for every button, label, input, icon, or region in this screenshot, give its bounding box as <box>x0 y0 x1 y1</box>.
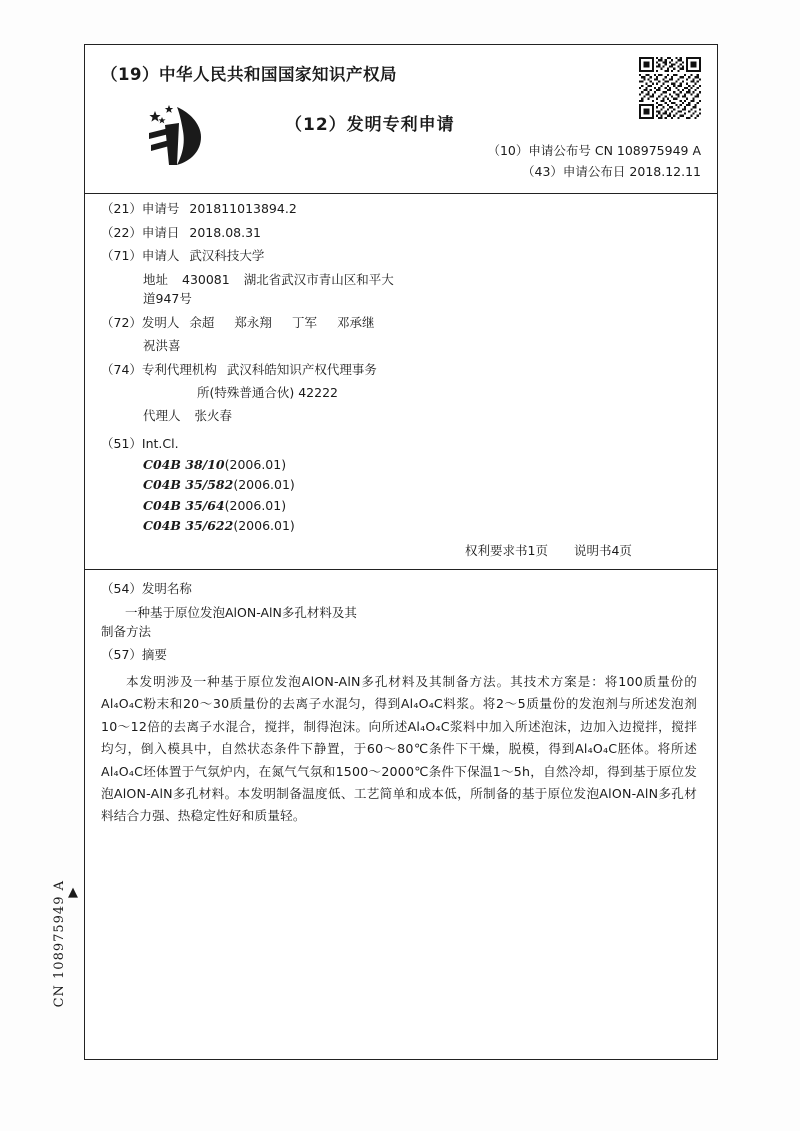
agency-label: 专利代理机构 <box>141 361 217 377</box>
field-inventors <box>101 314 701 330</box>
inventor-name: 余超 <box>189 314 215 330</box>
publication-date <box>522 162 701 180</box>
app-date-value: 2018.08.31 <box>189 224 261 240</box>
address-zip: 430081 <box>182 271 230 287</box>
field-application-number <box>101 203 701 216</box>
ipc-symbol: C04B 35/64 <box>143 497 225 513</box>
address-label: 地址 <box>143 271 169 287</box>
inventor-name: 郑永翔 <box>234 314 272 330</box>
ipc-version: (2006.01) <box>233 477 295 492</box>
claims-page-count: 权利要求书1页 <box>465 543 548 558</box>
abstract-heading <box>101 645 697 663</box>
ipc-label: Int.Cl. <box>141 436 179 451</box>
ipc-symbol: C04B 35/622 <box>143 518 234 533</box>
doc-kind-label: 发明专利申请 <box>346 115 455 135</box>
invention-title-section <box>101 579 701 642</box>
page-title <box>101 604 701 642</box>
abstract-code: （57） <box>101 647 142 662</box>
ipc-code: （51） <box>101 436 142 451</box>
title-heading <box>101 579 701 597</box>
abstract-label: 摘要 <box>141 647 167 662</box>
inventors-label: 发明人 <box>141 314 180 330</box>
qr-code-icon <box>639 57 701 119</box>
inventor-name: 祝洪喜 <box>143 338 181 353</box>
address-line2: 道947号 <box>143 291 192 306</box>
ipc-entry <box>143 456 701 472</box>
app-no-code: （21） <box>101 201 142 216</box>
agency-name-line2-row <box>197 387 701 400</box>
title-code: （54） <box>101 581 142 596</box>
ipc-version: (2006.01) <box>224 456 287 472</box>
inventor-names-row1 <box>189 314 394 330</box>
pub-no-code: （10） <box>487 143 529 158</box>
app-date-code: （22） <box>101 224 142 240</box>
vertical-publication-code: CN 108975949 A <box>52 880 67 1008</box>
agency-name-line2: 所(特殊普通合伙) 42222 <box>197 385 338 400</box>
app-no-value: 201811013894.2 <box>189 201 297 216</box>
applicant-label: 申请人 <box>141 248 180 263</box>
address-line1: 湖北省武汉市青山区和平大 <box>243 271 394 287</box>
publication-number <box>487 141 701 159</box>
field-agent <box>143 407 701 423</box>
document-frame <box>84 44 718 1060</box>
pub-date-code: （43） <box>522 164 563 179</box>
title-line2: 制备方法 <box>101 623 152 639</box>
doc-kind-code: （12） <box>285 115 347 135</box>
title-line1: 一种基于原位发泡AlON-AlN多孔材料及其 <box>125 605 357 620</box>
agent-label: 代理人 <box>143 407 181 423</box>
cnipa-logo-icon <box>143 103 229 169</box>
ipc-version: (2006.01) <box>233 518 295 533</box>
document-kind-heading <box>285 110 455 135</box>
app-no-label: 申请号 <box>141 201 180 216</box>
bibliographic-data <box>101 203 701 541</box>
ipc-entry <box>143 520 701 533</box>
side-arrow-icon: ▲ <box>68 885 78 900</box>
page-counts <box>465 541 654 559</box>
abstract-section <box>101 645 697 828</box>
ipc-entry <box>143 497 701 513</box>
agency-code: （74） <box>101 361 142 377</box>
ipc-entry <box>143 479 701 492</box>
field-ipc <box>101 438 701 451</box>
applicant-code: （71） <box>101 248 142 263</box>
field-application-date <box>101 224 701 240</box>
abstract-text: 本发明涉及一种基于原位发泡AlON-AlN多孔材料及其制备方法。其技术方案是：将100质量份的Al₄O₄C粉末和20～30质量份的去离子水混匀，得到Al₄O₄C料浆。将2～5质量份的发泡剂与所述发泡剂10～12倍的去离子水混合，搅拌，制得泡沫。向所述Al₄O₄C浆料中加入所述泡沫，边加入边搅拌，搅拌均匀，倒入模具中，自然状态条件下静置，于60～80℃条件下干燥，脱模，得到Al₄O₄C胚体。将所述Al₄O₄C坯体置于气氛炉内，在氮气气氛和1500～2000℃条件下保温1～5h，自然冷却，得到基于原位发泡AlON-AlN多孔材料。本发明制备温度低、工艺简单和成本低，所制备的基于原位发泡AlON-AlN多孔材料结合力强、热稳定性好和质量轻。 <box>101 674 697 824</box>
app-date-label: 申请日 <box>141 224 180 240</box>
applicant-address-line2 <box>143 293 701 306</box>
title-label: 发明名称 <box>141 581 192 596</box>
office-name: 中华人民共和国国家知识产权局 <box>158 65 397 84</box>
pub-no-label: 申请公布号 <box>528 143 591 158</box>
abstract-divider <box>85 569 717 570</box>
applicant-address-line <box>143 271 701 287</box>
applicant-value: 武汉科技大学 <box>189 248 265 263</box>
ipc-symbol: C04B 38/10 <box>143 456 225 472</box>
pub-date-value: 2018.12.11 <box>629 164 701 179</box>
pub-date-label: 申请公布日 <box>562 164 626 179</box>
header-divider <box>85 193 717 194</box>
field-applicant <box>101 250 701 263</box>
field-agency <box>101 361 701 377</box>
office-code: （19） <box>101 65 159 84</box>
inventor-name: 邓承继 <box>336 314 375 330</box>
inventor-name: 丁军 <box>291 314 317 330</box>
agency-name-line1: 武汉科皓知识产权代理事务 <box>226 361 377 377</box>
inventor-names-row2 <box>143 340 701 353</box>
description-page-count: 说明书4页 <box>573 543 632 558</box>
inventors-code: （72） <box>101 314 142 330</box>
ipc-symbol: C04B 35/582 <box>143 477 234 492</box>
office-heading <box>101 61 397 85</box>
agent-name: 张火春 <box>194 407 233 423</box>
pub-no-value: CN 108975949 A <box>594 143 701 158</box>
ipc-version: (2006.01) <box>224 497 287 513</box>
